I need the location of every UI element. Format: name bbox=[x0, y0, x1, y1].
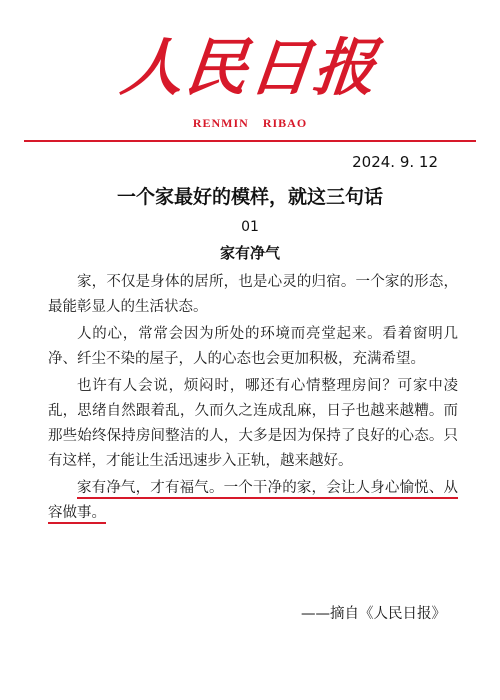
masthead-divider bbox=[24, 140, 476, 142]
newspaper-logo: 人民日报 bbox=[117, 31, 382, 104]
section-title: 家有净气 bbox=[219, 244, 280, 262]
newspaper-logo-english: RENMIN RIBAO bbox=[192, 116, 308, 130]
article-title: 一个家最好的模样，就这三句话 bbox=[116, 186, 383, 208]
paragraph: 人的心，常常会因为所处的环境而亮堂起来。看着窗明几净、纤尘不染的屋子，人的心态也会更加积极，充满希望。 bbox=[48, 326, 458, 367]
article-body bbox=[48, 270, 458, 528]
paragraph: 也许有人会说，烦闷时，哪还有心情整理房间？可家中凌乱，思绪自然跟着乱，久而久之连成乱麻，日子也越来越糟。而那些始终保持房间整洁的人，大多是因为保持了良好的心态。只有这样，才能让生活迅速步入正轨，越来越好。 bbox=[48, 378, 458, 469]
highlighted-paragraph: 家有净气，才有福气。一个干净的家，会让人身心愉悦、从容做事。 bbox=[48, 480, 458, 521]
masthead bbox=[0, 0, 500, 150]
article-date: 2024. 9. 12 bbox=[352, 153, 438, 171]
paragraph: 家，不仅是身体的居所，也是心灵的归宿。一个家的形态，最能彰显人的生活状态。 bbox=[48, 274, 458, 315]
section-number: 01 bbox=[241, 219, 259, 235]
article-source: ——摘自《人民日报》 bbox=[301, 606, 446, 622]
